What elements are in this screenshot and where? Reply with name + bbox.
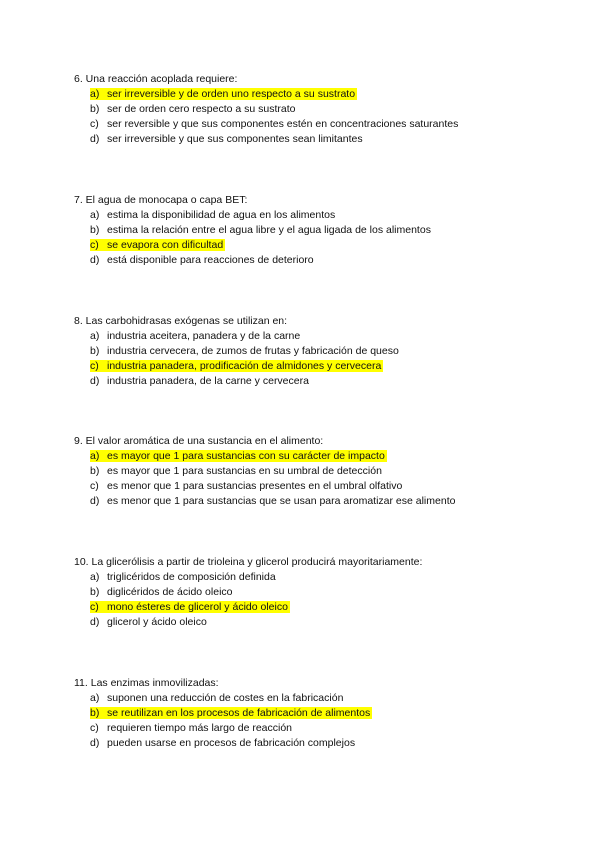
option-a: a) estima la disponibilidad de agua en los alimentos xyxy=(90,209,336,221)
question-title: 9. El valor aromática de una sustancia en el alimento: xyxy=(74,435,324,447)
option-d: d) industria panadera, de la carne y cervecera xyxy=(90,375,309,387)
question-9 xyxy=(74,434,574,509)
option-b: b) diglicéridos de ácido oleico xyxy=(90,586,233,598)
option-c: c) industria panadera, prodificación de almidones y cervecera xyxy=(90,360,382,372)
question-6 xyxy=(74,72,574,147)
question-11 xyxy=(74,676,574,751)
option-b: b) es mayor que 1 para sustancias en su umbral de detección xyxy=(90,465,382,477)
option-b: b) estima la relación entre el agua libre y el agua ligada de los alimentos xyxy=(90,224,431,236)
question-title: 10. La glicerólisis a partir de trioleina y glicerol producirá mayoritariamente: xyxy=(74,556,423,568)
question-title: 7. El agua de monocapa o capa BET: xyxy=(74,194,248,206)
option-a: a) ser irreversible y de orden uno respecto a su sustrato xyxy=(90,88,356,100)
option-a: a) es mayor que 1 para sustancias con su carácter de impacto xyxy=(90,450,385,462)
option-c: c) se evapora con dificultad xyxy=(90,239,224,251)
option-c: c) mono ésteres de glicerol y ácido oleico xyxy=(90,601,288,613)
option-a: a) suponen una reducción de costes en la fabricación xyxy=(90,692,344,704)
option-d: d) está disponible para reacciones de deterioro xyxy=(90,254,314,266)
option-c: c) ser reversible y que sus componentes estén en concentraciones saturantes xyxy=(90,118,459,130)
option-d: d) es menor que 1 para sustancias que se usan para aromatizar ese alimento xyxy=(90,495,456,507)
option-a: a) triglicéridos de composición definida xyxy=(90,571,276,583)
option-a: a) industria aceitera, panadera y de la carne xyxy=(90,330,301,342)
option-c: c) es menor que 1 para sustancias presentes en el umbral olfativo xyxy=(90,480,403,492)
question-8 xyxy=(74,314,574,389)
question-title: 8. Las carbohidrasas exógenas se utilizan en: xyxy=(74,315,288,327)
option-b: b) se reutilizan en los procesos de fabricación de alimentos xyxy=(90,707,371,719)
question-title: 11. Las enzimas inmovilizadas: xyxy=(74,677,219,689)
question-title: 6. Una reacción acoplada requiere: xyxy=(74,73,238,85)
option-b: b) ser de orden cero respecto a su sustrato xyxy=(90,103,296,115)
option-b: b) industria cervecera, de zumos de frutas y fabricación de queso xyxy=(90,345,399,357)
option-d: d) ser irreversible y que sus componentes sean limitantes xyxy=(90,133,363,145)
option-d: d) glicerol y ácido oleico xyxy=(90,616,207,628)
option-d: d) pueden usarse en procesos de fabricación complejos xyxy=(90,737,356,749)
question-7 xyxy=(74,193,574,268)
question-10 xyxy=(74,555,574,630)
option-c: c) requieren tiempo más largo de reacción xyxy=(90,722,293,734)
